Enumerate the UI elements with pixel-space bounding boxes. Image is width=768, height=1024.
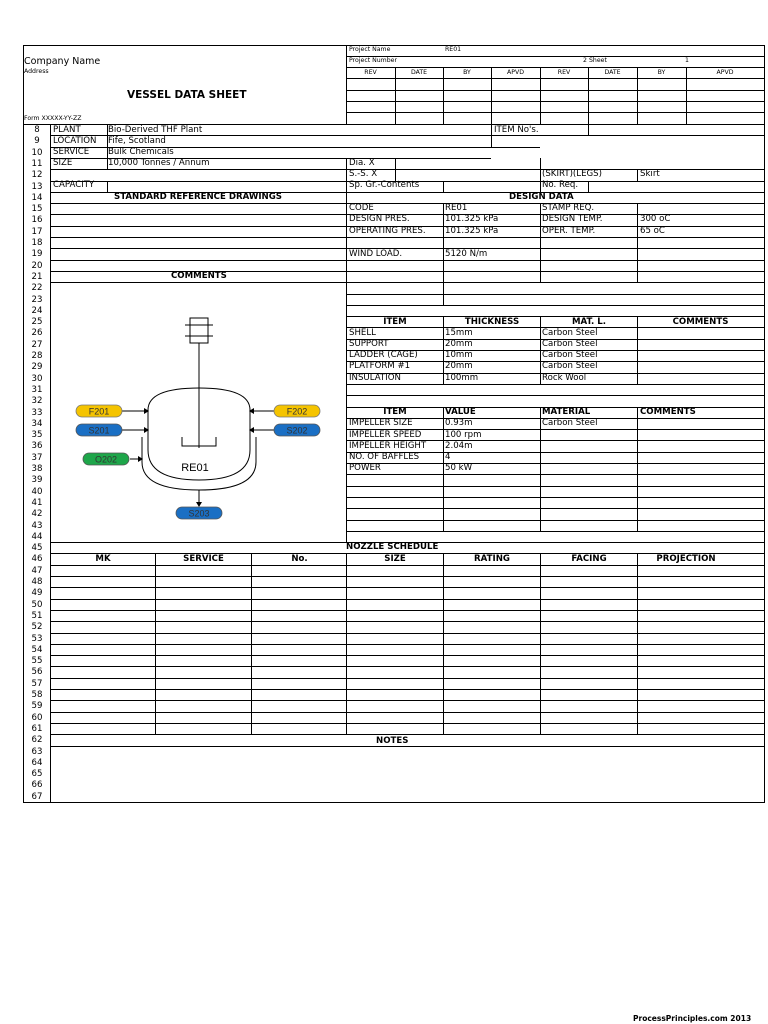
grid-line [346, 294, 764, 295]
row-number: 39 [31, 475, 43, 485]
impeller-cell: Carbon Steel [542, 418, 598, 428]
design-temp-value: 300 oC [640, 214, 671, 224]
materials-cell: Rock Wool [542, 373, 587, 383]
nozzle-header: RATING [474, 554, 510, 564]
comments-header: COMMENTS [171, 271, 227, 281]
row-number: 41 [31, 498, 43, 508]
grid-line [50, 712, 764, 713]
wind-load-value: 5120 N/m [445, 249, 488, 259]
row-number: 66 [31, 780, 43, 790]
stream-s201 [76, 424, 122, 436]
row-number: 46 [31, 554, 43, 564]
impeller-cell: IMPELLER SPEED [349, 430, 422, 440]
grid-line [346, 463, 764, 464]
row-number: 9 [34, 136, 40, 146]
row-number: 36 [31, 441, 43, 451]
grid-line [443, 553, 444, 734]
size-value: 10,000 Tonnes / Annum [108, 158, 210, 168]
row-number: 45 [31, 543, 43, 553]
row-number: 8 [34, 125, 40, 135]
stream-f202 [274, 405, 320, 417]
row-number: 31 [31, 385, 43, 395]
grid-line [346, 158, 347, 192]
plant-value: Bio-Derived THF Plant [108, 125, 203, 135]
grid-line [540, 203, 541, 282]
materials-cell: Carbon Steel [542, 339, 598, 349]
row-number: 65 [31, 769, 43, 779]
row-number: 58 [31, 690, 43, 700]
nozzle-schedule-header: NOZZLE SCHEDULE [346, 542, 439, 552]
row-number: 21 [31, 272, 43, 282]
rev-col-header: BY [657, 69, 666, 76]
project-name-label: Project Name [349, 46, 391, 53]
stream-o202-label: O202 [94, 454, 118, 465]
materials-header: THICKNESS [464, 317, 520, 327]
grid-line [107, 181, 108, 192]
row-number: 25 [31, 317, 43, 327]
row-number: 44 [31, 532, 43, 542]
row-number: 52 [31, 622, 43, 632]
ss-label: S.-S. X [349, 169, 378, 179]
row-number: 40 [31, 487, 43, 497]
project-name-value: RE01 [445, 46, 462, 53]
row-number: 24 [31, 306, 43, 316]
row-number: 22 [31, 283, 43, 293]
row-number: 13 [31, 182, 43, 192]
nozzle-header: PROJECTION [656, 554, 716, 564]
materials-cell: INSULATION [349, 373, 401, 383]
grid-line [346, 395, 764, 396]
grid-line [540, 553, 541, 734]
grid-line [50, 689, 764, 690]
op-temp-value: 65 oC [640, 226, 665, 236]
stamp-label: STAMP REQ. [542, 203, 595, 213]
project-number-label: Project Number [349, 57, 397, 64]
stream-o202 [83, 453, 129, 465]
materials-cell: SHELL [349, 328, 376, 338]
row-number: 26 [31, 328, 43, 338]
grid-line [443, 407, 444, 531]
size-label: SIZE [53, 158, 73, 168]
grid-line [251, 553, 252, 734]
row-number: 56 [31, 667, 43, 677]
grid-line [588, 124, 589, 135]
grid-line [491, 124, 492, 147]
grid-line [346, 384, 764, 385]
grid-line [50, 565, 764, 566]
impeller-header: COMMENTS [640, 407, 696, 417]
stream-s203-label: S203 [188, 508, 210, 519]
sheet-number: 1 [685, 57, 689, 64]
row-number: 38 [31, 464, 43, 474]
row-number: 11 [31, 159, 43, 169]
row-number: 19 [31, 249, 43, 259]
wind-load-label: WIND LOAD. [349, 249, 403, 259]
sheet-count: 2 [583, 57, 587, 64]
grid-line [155, 553, 156, 734]
location-label: LOCATION [53, 136, 97, 146]
rev-col-header: BY [463, 69, 471, 76]
stream-f201-label: F201 [88, 406, 110, 417]
reactor-diagram [60, 300, 340, 530]
row-number: 67 [31, 792, 43, 802]
row-number: 17 [31, 227, 43, 237]
row-number: 12 [31, 170, 43, 180]
row-number: 64 [31, 758, 43, 768]
grid-line [23, 802, 764, 803]
row-number: 42 [31, 509, 43, 519]
materials-cell: 20mm [445, 361, 473, 371]
materials-cell: SUPPORT [349, 339, 389, 349]
rev-col-header: APVD [716, 69, 734, 76]
grid-line [637, 169, 638, 181]
grid-line [637, 203, 638, 282]
nozzle-header: MK [95, 554, 111, 564]
dia-label: Dia. X [349, 158, 375, 168]
materials-cell: Carbon Steel [542, 361, 598, 371]
grid-line [540, 407, 541, 531]
row-number: 20 [31, 261, 43, 271]
materials-header: COMMENTS [672, 317, 729, 327]
stream-s201-label: S201 [88, 425, 110, 436]
row-number: 23 [31, 295, 43, 305]
nozzle-header: FACING [571, 554, 607, 564]
impeller-header: ITEM [383, 407, 407, 417]
grid-line [50, 576, 764, 577]
row-number: 15 [31, 204, 43, 214]
row-number: 62 [31, 735, 43, 745]
row-number: 61 [31, 724, 43, 734]
grid-line [443, 203, 444, 305]
grid-line [637, 407, 638, 531]
grid-line [50, 203, 764, 204]
row-number: 53 [31, 634, 43, 644]
rev-col-header: DATE [604, 69, 621, 76]
row-number: 34 [31, 419, 43, 429]
impeller-cell: NO. OF BAFFLES [349, 452, 420, 462]
row-number: 43 [31, 521, 43, 531]
skirt-legs-label: (SKIRT)(LEGS) [542, 169, 602, 179]
row-number: 27 [31, 340, 43, 350]
rev-col-header: APVD [507, 69, 524, 76]
grid-line [346, 474, 764, 475]
grid-line [50, 271, 764, 272]
sheet-title: VESSEL DATA SHEET [127, 89, 247, 101]
grid-line [50, 644, 764, 645]
row-number: 18 [31, 238, 43, 248]
vessel-label: RE01 [181, 462, 209, 474]
grid-line [50, 723, 764, 724]
materials-cell: 20mm [445, 339, 473, 349]
notes-header: NOTES [376, 736, 409, 746]
grid-line [50, 621, 764, 622]
row-number: 48 [31, 577, 43, 587]
row-number: 59 [31, 701, 43, 711]
stream-s202 [274, 424, 320, 436]
grid-line [50, 587, 764, 588]
row-number: 35 [31, 430, 43, 440]
plant-label: PLANT [53, 125, 81, 135]
grid-line [50, 248, 764, 249]
row-number: 49 [31, 588, 43, 598]
grid-line [540, 158, 541, 192]
impeller-cell: 4 [445, 452, 451, 462]
agitator-motor [185, 318, 213, 343]
grid-line [395, 158, 396, 181]
materials-cell: 10mm [445, 350, 473, 360]
footer-credit: ProcessPrinciples.com 2013 [633, 1014, 752, 1023]
stream-s203 [176, 507, 222, 519]
grid-line [346, 486, 764, 487]
grid-line [346, 192, 347, 542]
nozzle-header: SIZE [384, 554, 406, 564]
company-name: Company Name [24, 56, 101, 67]
form-number: Form XXXXX-YY-ZZ [24, 115, 82, 122]
row-number: 60 [31, 713, 43, 723]
design-temp-label: DESIGN TEMP. [542, 214, 603, 224]
impeller-header: VALUE [445, 407, 476, 417]
materials-cell: Carbon Steel [542, 350, 598, 360]
grid-line [443, 181, 444, 192]
no-req-label: No. Req. [542, 180, 579, 190]
rev-col-header: DATE [410, 69, 428, 76]
grid-line [588, 181, 589, 192]
impeller-cell: 50 kW [445, 463, 473, 473]
impeller-header: MATERIAL [542, 407, 591, 417]
row-number: 32 [31, 396, 43, 406]
row-number: 47 [31, 566, 43, 576]
grid-line [637, 553, 638, 734]
materials-cell: PLATFORM #1 [349, 361, 411, 371]
grid-line [50, 633, 764, 634]
row-number: 16 [31, 215, 43, 225]
grid-line [50, 678, 764, 679]
design-pres-value: 101.325 kPa [445, 214, 499, 224]
grid-line [50, 260, 764, 261]
row-number: 28 [31, 351, 43, 361]
grid-line [346, 520, 764, 521]
row-number: 55 [31, 656, 43, 666]
row-number: 54 [31, 645, 43, 655]
impeller-cell: POWER [349, 463, 381, 473]
impeller-cell: 0.93m [445, 418, 473, 428]
row-number: 57 [31, 679, 43, 689]
sheet-label: Sheet [589, 57, 607, 64]
nozzle-header: SERVICE [183, 554, 224, 564]
materials-cell: Carbon Steel [542, 328, 598, 338]
row-number: 29 [31, 362, 43, 372]
grid-line [50, 282, 764, 283]
nozzle-header: No. [291, 554, 308, 564]
impeller-cell: 2.04m [445, 441, 473, 451]
capacity-label: CAPACITY [53, 180, 95, 190]
stream-f201 [76, 405, 122, 417]
materials-header: ITEM [383, 317, 407, 327]
row-number: 30 [31, 374, 43, 384]
grid-line [346, 508, 764, 509]
stream-s202-label: S202 [286, 425, 308, 436]
grid-line [50, 610, 764, 611]
grid-line [50, 734, 764, 735]
row-number: 37 [31, 453, 43, 463]
op-temp-label: OPER. TEMP. [542, 226, 596, 236]
sp-gr-label: Sp. Gr.-Contents [349, 180, 420, 190]
impeller-cell: IMPELLER SIZE [349, 418, 413, 428]
grid-line [50, 237, 764, 238]
code-value: RE01 [445, 203, 468, 213]
code-label: CODE [349, 203, 374, 213]
stream-f202-label: F202 [286, 406, 308, 417]
grid-line [50, 599, 764, 600]
grid-line [50, 666, 764, 667]
materials-cell: LADDER (CAGE) [349, 350, 418, 360]
row-number: 33 [31, 408, 43, 418]
materials-cell: 100mm [445, 373, 479, 383]
design-pres-label: DESIGN PRES. [349, 214, 410, 224]
address: Address [24, 68, 49, 75]
service-label: SERVICE [53, 147, 90, 157]
rev-col-header: REV [557, 69, 571, 76]
rev-col-header: REV [364, 69, 377, 76]
impeller-cell: 100 rpm [445, 430, 482, 440]
impeller-cell: IMPELLER HEIGHT [349, 441, 427, 451]
item-nos-label: ITEM No's. [494, 125, 539, 135]
row-number: 10 [31, 148, 43, 158]
op-pres-value: 101.325 kPa [445, 226, 499, 236]
location-value: Fife, Scotland [108, 136, 166, 146]
std-ref-header: STANDARD REFERENCE DRAWINGS [114, 192, 282, 202]
materials-cell: 15mm [445, 328, 473, 338]
grid-line [346, 497, 764, 498]
service-value: Bulk Chemicals [108, 147, 174, 157]
row-number: 51 [31, 611, 43, 621]
grid-line [50, 655, 764, 656]
grid-line [346, 531, 764, 532]
materials-header: MAT. L. [571, 317, 607, 327]
row-number: 14 [31, 193, 43, 203]
op-pres-label: OPERATING PRES. [349, 226, 426, 236]
row-number: 50 [31, 600, 43, 610]
skirt-value: Skirt [640, 169, 660, 179]
grid-line [346, 553, 347, 734]
grid-line [346, 305, 764, 306]
row-number: 63 [31, 747, 43, 757]
grid-line [50, 700, 764, 701]
design-data-header: DESIGN DATA [509, 192, 574, 202]
